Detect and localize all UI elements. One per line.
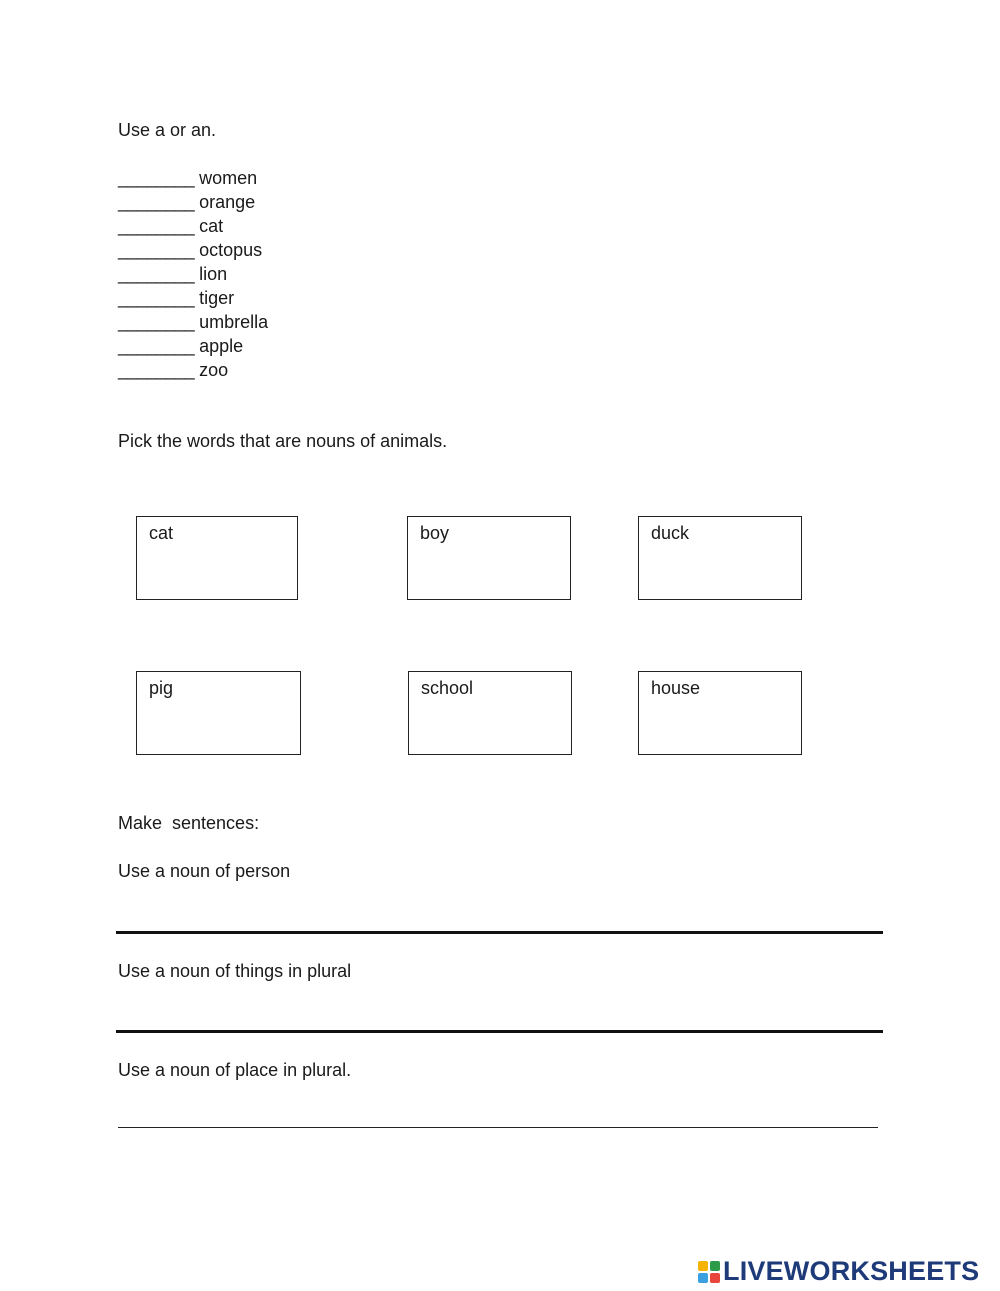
word-box-cat[interactable] (136, 516, 298, 600)
word-box-house[interactable] (638, 671, 802, 755)
word-box-label: house (651, 678, 701, 698)
word-box-label: pig (149, 678, 174, 698)
answer-blank[interactable]: ________ (118, 240, 195, 260)
answer-blank[interactable]: ________ (118, 192, 195, 212)
item-word: women (199, 168, 258, 188)
answer-blank[interactable]: ________ (118, 336, 195, 356)
word-box-school[interactable] (408, 671, 572, 755)
answer-line[interactable] (116, 931, 883, 934)
item-word: tiger (199, 288, 235, 308)
answer-line[interactable] (116, 1030, 883, 1033)
word-box-label: cat (149, 523, 174, 543)
answer-blank[interactable]: ________ (118, 264, 195, 284)
logo-tile (698, 1273, 708, 1283)
prompt-noun-of-things-plural: Use a noun of things in plural (118, 961, 352, 981)
item-word: zoo (199, 360, 229, 380)
instruction-use-a-or-an: Use a or an. (118, 120, 217, 140)
fill-item (118, 336, 243, 357)
heading-make-sentences: Make sentences: (118, 813, 260, 833)
answer-blank[interactable]: ________ (118, 168, 195, 188)
fill-item (118, 216, 223, 237)
fill-item (118, 264, 227, 285)
word-box-label: boy (420, 523, 450, 543)
word-box-boy[interactable] (407, 516, 571, 600)
answer-line[interactable] (118, 1127, 878, 1128)
item-word: apple (199, 336, 244, 356)
word-box-pig[interactable] (136, 671, 301, 755)
fill-item (118, 360, 228, 381)
item-word: orange (199, 192, 256, 212)
answer-blank[interactable]: ________ (118, 360, 195, 380)
liveworksheets-logo (698, 1256, 979, 1287)
word-box-label: school (421, 678, 474, 698)
word-box-label: duck (651, 523, 690, 543)
answer-blank[interactable]: ________ (118, 312, 195, 332)
logo-text: LIVEWORKSHEETS (723, 1256, 980, 1286)
fill-item (118, 240, 262, 261)
item-word: octopus (199, 240, 263, 260)
fill-item (118, 192, 255, 213)
prompt-noun-of-place-plural: Use a noun of place in plural. (118, 1060, 352, 1080)
item-word: umbrella (199, 312, 269, 332)
answer-blank[interactable]: ________ (118, 288, 195, 308)
item-word: cat (199, 216, 224, 236)
answer-blank[interactable]: ________ (118, 216, 195, 236)
word-box-duck[interactable] (638, 516, 802, 600)
logo-tile (710, 1273, 720, 1283)
fill-item (118, 312, 268, 333)
logo-mark-icon (698, 1261, 720, 1283)
fill-item (118, 288, 234, 309)
logo-tile (710, 1261, 720, 1271)
instruction-pick-animals: Pick the words that are nouns of animals. (118, 431, 448, 451)
item-word: lion (199, 264, 228, 284)
prompt-noun-of-person: Use a noun of person (118, 861, 291, 881)
logo-tile (698, 1261, 708, 1271)
fill-item (118, 168, 257, 189)
